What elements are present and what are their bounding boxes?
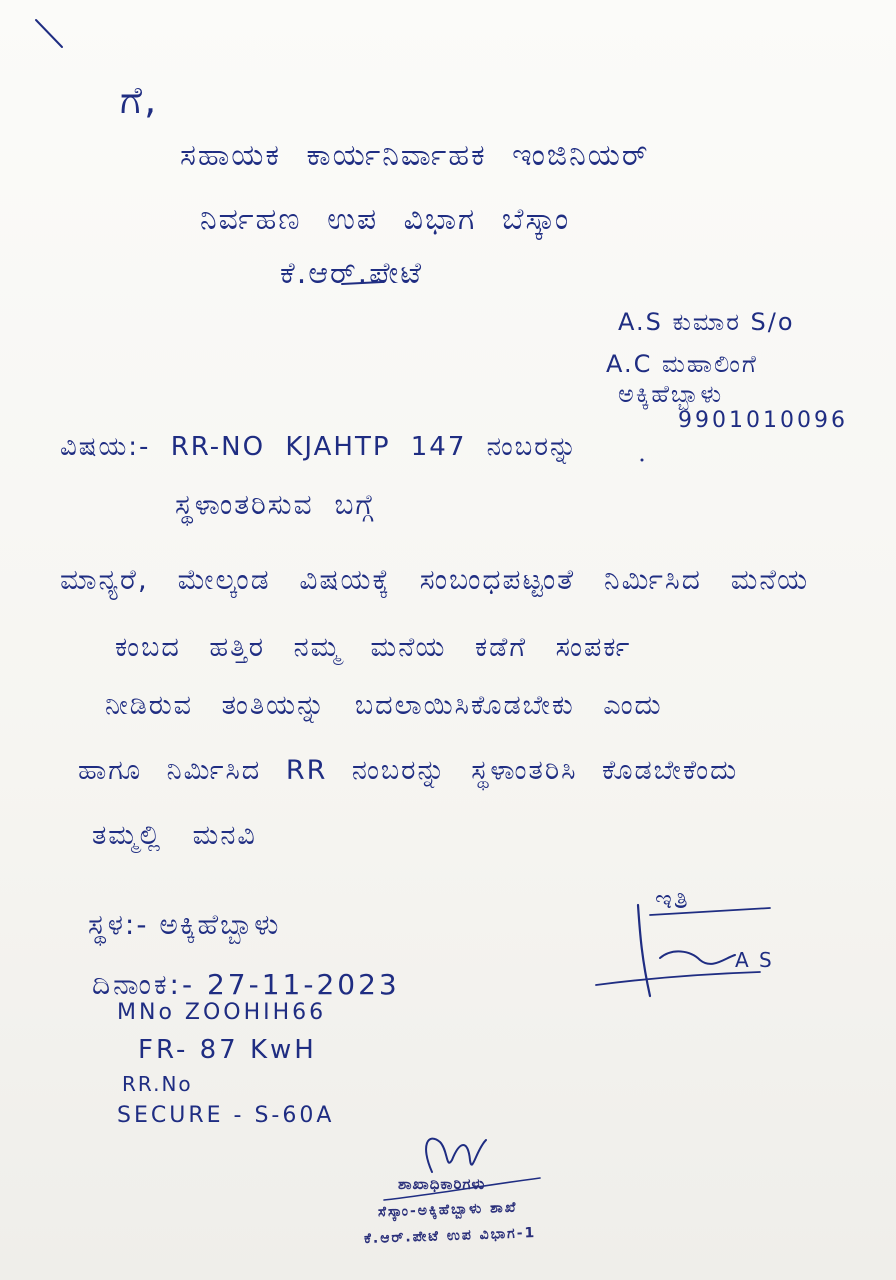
- body-line-2: ಕಂಬದ ಹತ್ತಿರ ನಮ್ಮ ಮನೆಯ ಕಡೆಗೆ ಸಂಪರ್ಕ: [115, 632, 632, 663]
- recipient-line-1: ಸಹಾಯಕ ಕಾರ್ಯನಿರ್ವಾಹಕ ಇಂಜಿನಿಯರ್: [180, 138, 650, 173]
- official-initials: [426, 1139, 486, 1172]
- sender-name: A.S ಕುಮಾರ S/o: [618, 308, 795, 336]
- subject-line-2: ಸ್ಥಳಾಂತರಿಸುವ ಬಗ್ಗೆ: [175, 488, 376, 521]
- place: ಸ್ಥಳ:- ಅಕ್ಕಿಹೆಬ್ಬಾಳು: [88, 908, 281, 941]
- signature-stroke: [638, 905, 650, 996]
- stamp-title: ಶಾಖಾಧಿಕಾರಿಗಳು: [398, 1175, 486, 1193]
- body-line-1: ಮಾನ್ಯರೆ, ಮೇಲ್ಕಂಡ ವಿಷಯಕ್ಕೆ ಸಂಬಂಧಪಟ್ಟಂತೆ ನಿರ್ಮಿಸಿದ ಮನೆಯ: [60, 563, 810, 596]
- signature-label: A S: [735, 948, 774, 972]
- recipient-line-3: ಕೆ.ಆರ್.ಪೇಟೆ: [280, 256, 424, 291]
- signature-loop: [660, 951, 735, 963]
- stamp-office: ಸೆಸ್ಕಾಂ-ಅಕ್ಕಿಹೆಬ್ಬಾಳು ಶಾಖೆ: [377, 1199, 518, 1221]
- body-line-5: ತಮ್ಮಲ್ಲಿ ಮನವಿ: [92, 820, 257, 851]
- subject-line-1: ವಿಷಯ:- RR-NO KJAHTP 147 ನಂಬರನ್ನು: [60, 432, 579, 462]
- body-line-4: ಹಾಗೂ ನಿರ್ಮಿಸಿದ RR ನಂಬರನ್ನು ಸ್ಥಳಾಂತರಿಸಿ ಕೊಡಬೇಕೆಂದು: [78, 755, 739, 786]
- rr-number-label: RR.No: [122, 1072, 193, 1096]
- corner-mark: [36, 20, 62, 47]
- final-reading: FR- 87 KwH: [138, 1035, 317, 1065]
- sender-phone: 9901010096: [678, 408, 848, 433]
- body-line-3: ನೀಡಿರುವ ತಂತಿಯನ್ನು ಬದಲಾಯಿಸಿಕೊಡಬೇಕು ಎಂದು: [105, 690, 663, 721]
- secure-meter: SECURE - S-60A: [117, 1103, 335, 1128]
- salutation: ಗೆ,: [120, 78, 159, 122]
- recipient-line-2: ನಿರ್ವಹಣ ಉಪ ವಿಭಾಗ ಬೆಸ್ಕಾಂ: [200, 202, 571, 237]
- sender-father: A.C ಮಹಾಲಿಂಗೆ: [606, 350, 758, 378]
- date: ದಿನಾಂಕ:- 27-11-2023: [92, 968, 400, 1001]
- sender-village: ಅಕ್ಕಿಹೆಬ್ಬಾಳು: [618, 380, 724, 408]
- ink-dot: [641, 459, 644, 462]
- stamp-division: ಕೆ.ಆರ್.ಪೇಟೆ ಉಪ ವಿಭಾಗ-1: [363, 1224, 537, 1248]
- closing: ಇತಿ: [655, 885, 690, 915]
- signature-underline: [596, 972, 760, 985]
- meter-number: MNo ZOOHIH66: [117, 1000, 327, 1025]
